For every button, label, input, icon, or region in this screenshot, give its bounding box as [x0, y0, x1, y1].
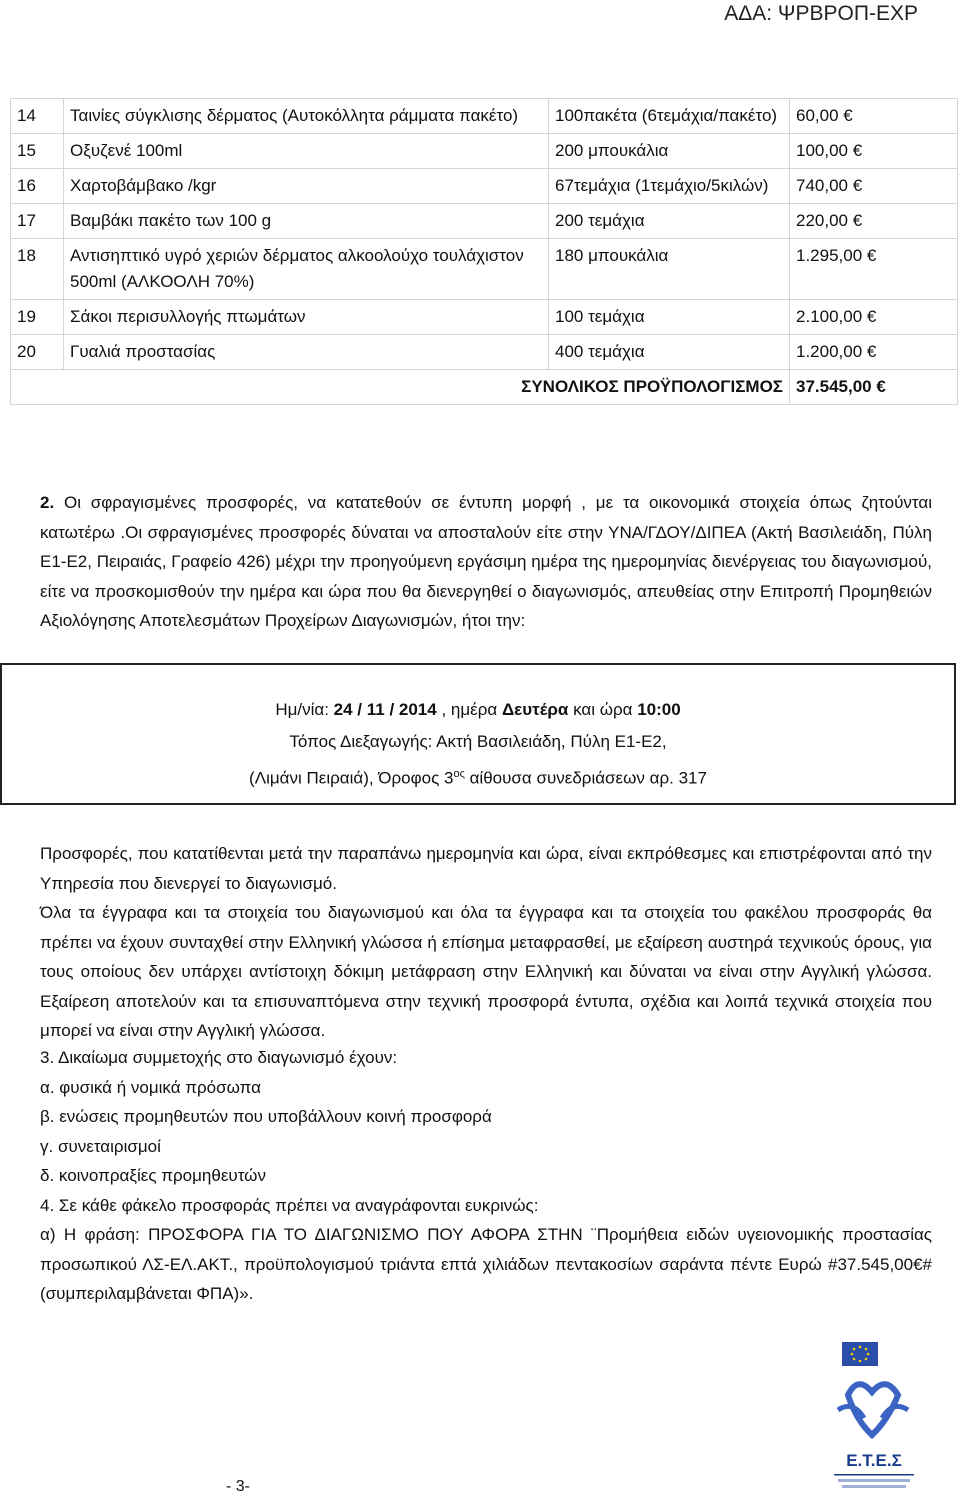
- meeting-box: [0, 663, 956, 805]
- cell-qty: 180 μπουκάλια: [549, 239, 790, 300]
- cell-desc: Βαμβάκι πακέτο των 100 g: [64, 204, 549, 239]
- total-label: ΣΥΝΟΛΙΚΟΣ ΠΡΟΫΠΟΛΟΓΙΣΜΟΣ: [11, 370, 790, 405]
- cell-num: 20: [11, 335, 64, 370]
- section-2: [40, 488, 932, 636]
- meeting-date: 24 / 11 / 2014: [333, 700, 437, 719]
- section-3-title: 3. Δικαίωμα συμμετοχής στο διαγωνισμό έχουν:: [40, 1048, 398, 1067]
- total-value: 37.545,00 €: [790, 370, 958, 405]
- page-number: - 3-: [226, 1478, 250, 1495]
- cell-price: 740,00 €: [790, 169, 958, 204]
- cell-price: 220,00 €: [790, 204, 958, 239]
- cell-num: 17: [11, 204, 64, 239]
- list-item: α. φυσικά ή νομικά πρόσωπα: [40, 1077, 261, 1097]
- table-row: [11, 300, 958, 335]
- cell-price: 1.295,00 €: [790, 239, 958, 300]
- cell-qty: 100 τεμάχια: [549, 300, 790, 335]
- section-2-number: 2.: [40, 493, 55, 512]
- cell-num: 19: [11, 300, 64, 335]
- cell-qty: 400 τεμάχια: [549, 335, 790, 370]
- cell-qty: 67τεμάχια (1τεμάχιο/5κιλών): [549, 169, 790, 204]
- cell-price: 100,00 €: [790, 134, 958, 169]
- eu-flag: [842, 1342, 878, 1366]
- list-item: δ. κοινοπραξίες προμηθευτών: [40, 1166, 266, 1185]
- cell-desc: Χαρτοβάμβακο /kgr: [64, 169, 549, 204]
- table-row: [11, 169, 958, 204]
- meeting-place-line: Τόπος Διεξαγωγής: Ακτή Βασιλειάδη, Πύλη Ε1-Ε2,: [289, 732, 667, 751]
- cell-num: 15: [11, 134, 64, 169]
- cell-desc: Γυαλιά προστασίας: [64, 335, 549, 370]
- cell-desc: Οξυζενέ 100ml: [64, 134, 549, 169]
- section-2-text: Οι σφραγισμένες προσφορές, να κατατεθούν σε έντυπη μορφή , με τα οικονομικά στοιχεία όπως ζητούνται κατωτέρω .Οι σφραγισμένες προσφορές δύναται να αποσταλούν είτε στην ΥΝΑ/ΓΔΟΥ/ΔΙΠΕΑ (Ακτή Βασιλειάδη, Πύλη Ε1-Ε2, Πειραιάς, Γραφείο 426) μέχρι την προηγούμενη εργάσιμη ημέρα της ημερομηνίας διενέργειας του διαγωνισμού, είτε να προσκομισθούν την ημέρα και ώρα που θα διενεργηθεί ο διαγωνισμός, απευθείας στην Επιτροπή Προμηθειών Αξιολόγησης Αποτελεσμάτων Προχείρων Διαγωνισμών, ήτοι την:: [40, 493, 932, 630]
- table-row: [11, 204, 958, 239]
- late-offers-paragraph: Προσφορές, που κατατίθενται μετά την παραπάνω ημερομηνία και ώρα, είναι εκπρόθεσμες και επιστρέφονται από την Υπηρεσία που διενεργεί το διαγωνισμό.: [40, 844, 932, 893]
- meeting-day: Δευτέρα: [501, 700, 569, 719]
- language-paragraph: Όλα τα έγγραφα και τα στοιχεία του διαγωνισμού και όλα τα έγγραφα και τα στοιχεία του φακέλου προσφοράς θα πρέπει να έχουν συνταχθεί στην Ελληνική γλώσσα ή επίσημα μεταφρασθεί, με εξαίρεση αυστηρά τεχνικούς όρους, για τους οποίους δεν υπάρχει αντίστοιχη δόκιμη μετάφραση στην Ελληνική και δύναται να είναι στην Αγγλική γλώσσα. Εξαίρεση αποτελούν και τα επισυναπτόμενα στην τεχνική προσφορά έντυπα, σχέδια και λοιπά τεχνικά στοιχεία που μπορεί να είναι στην Αγγλική γλώσσα.: [40, 903, 932, 1040]
- section-4-text: α) Η φράση: ΠΡΟΣΦΟΡΑ ΓΙΑ ΤΟ ΔΙΑΓΩΝΙΣΜΟ ΠΟΥ ΑΦΟΡΑ ΣΤΗΝ ¨Προμήθεια ειδών υγειονομικής προστασίας προσωπικού ΛΣ-ΕΛ.ΑΚΤ., προϋπολογισμού τριάντα επτά χιλιάδων πεντακοσίων σαράντα πέντε Ευρώ #37.545,00€# (συμπεριλαμβάνεται ΦΠΑ)».: [40, 1225, 932, 1303]
- items-table: [10, 98, 958, 405]
- table-row: [11, 134, 958, 169]
- cell-qty: 200 τεμάχια: [549, 204, 790, 239]
- cell-price: 2.100,00 €: [790, 300, 958, 335]
- meeting-date-line: Ημ/νία: 24 / 11 / 2014 , ημέρα Δευτέρα και ώρα 10:00: [275, 700, 681, 719]
- meeting-time: 10:00: [637, 700, 681, 719]
- list-item: γ. συνεταιρισμοί: [40, 1136, 161, 1156]
- total-row: [11, 370, 958, 405]
- cell-qty: 100πακέτα (6τεμάχια/πακέτο): [549, 99, 790, 134]
- cell-num: 16: [11, 169, 64, 204]
- etes-logo: [828, 1340, 920, 1495]
- table-row: [11, 99, 958, 134]
- cell-qty: 200 μπουκάλια: [549, 134, 790, 169]
- cell-price: 60,00 €: [790, 99, 958, 134]
- cell-num: 18: [11, 239, 64, 300]
- cell-desc: Αντισηπτικό υγρό χεριών δέρματος αλκοολούχο τουλάχιστον 500ml (ΑΛΚΟΟΛΗ 70%): [64, 239, 549, 300]
- ada-code: ΑΔΑ: ΨΡΒΡΟΠ-ΕΧΡ: [724, 2, 918, 25]
- logo-text: Ε.Τ.Ε.Σ: [846, 1451, 902, 1470]
- cell-price: 1.200,00 €: [790, 335, 958, 370]
- cell-num: 14: [11, 99, 64, 134]
- cell-desc: Σάκοι περισυλλογής πτωμάτων: [64, 300, 549, 335]
- logo-caption-mark: [838, 1479, 910, 1482]
- section-4-title: 4. Σε κάθε φάκελο προσφοράς πρέπει να αναγράφονται ευκρινώς:: [40, 1195, 539, 1215]
- table-row: [11, 335, 958, 370]
- table-row: [11, 239, 958, 300]
- list-item: β. ενώσεις προμηθευτών που υποβάλλουν κοινή προσφορά: [40, 1107, 492, 1126]
- section-3: [40, 1043, 932, 1220]
- cell-desc: Ταινίες σύγκλισης δέρματος (Αυτοκόλλητα ράμματα πακέτο): [64, 99, 549, 134]
- meeting-floor-line: (Λιμάνι Πειραιά), Όροφος $3^{o\varsigma}$ αίθουσα συνεδριάσεων αρ. 317: [249, 768, 707, 788]
